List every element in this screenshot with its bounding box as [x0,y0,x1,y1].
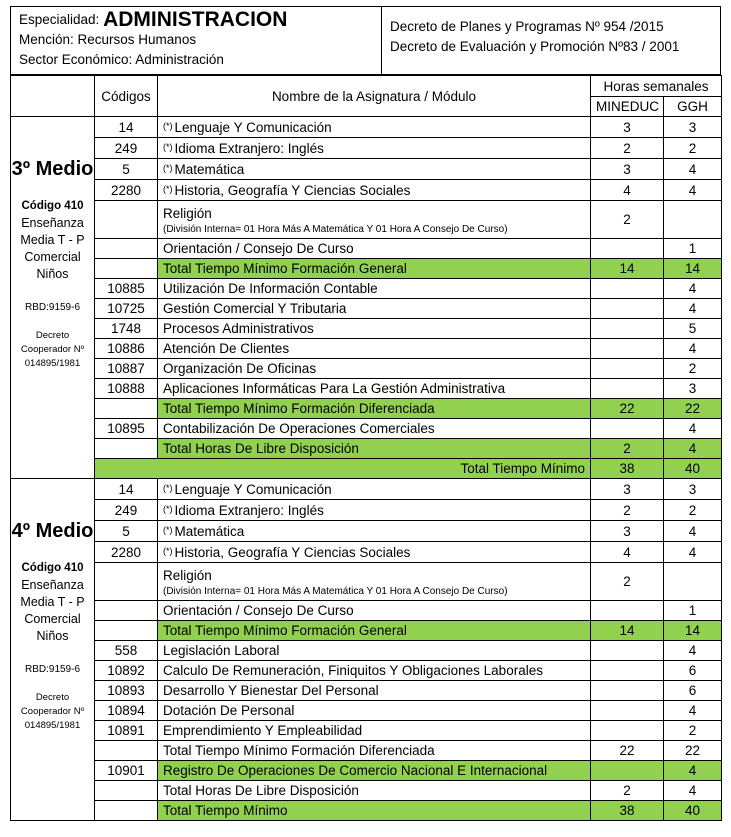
row-name-text: Atención De Clientes [163,341,290,356]
table-row [11,741,722,761]
row-name [158,239,591,259]
row-name-text: Total Tiempo Mínimo Formación General [163,623,407,638]
header-right [382,7,720,74]
table-row [11,563,722,601]
row-mineduc: 3 [591,159,664,180]
row-mineduc [591,761,664,781]
table-row [11,359,722,379]
row-name [158,781,591,801]
row-name-text: Utilización De Información Contable [163,281,378,296]
footnote-mark: (*) [163,184,173,194]
row-mineduc [591,359,664,379]
row-ggh: 4 [664,339,722,359]
decreto-evaluacion: Decreto de Evaluación y Promoción Nº83 / 2001 [390,39,680,54]
row-mineduc [591,641,664,661]
row-mineduc: 3 [591,521,664,542]
row-name-text: Matemática [174,524,245,539]
row-mineduc: 2 [591,138,664,159]
decreto-planes: Decreto de Planes y Programas Nº 954 /2015 [390,19,664,34]
footnote-mark: (*) [163,546,173,556]
row-mineduc [591,239,664,259]
row-mineduc: 22 [591,741,664,761]
row-name-text: Procesos Administrativos [163,321,314,336]
table-row [11,419,722,439]
row-name [158,339,591,359]
document-header [10,6,721,75]
row-name-text: Total Tiempo Mínimo Formación Diferenciada [163,743,435,758]
row-ggh: 4 [664,761,722,781]
row-name [158,319,591,339]
row-mineduc [591,661,664,681]
row-ggh: 4 [664,542,722,563]
row-ggh: 4 [664,641,722,661]
row-name-text: Legislación Laboral [163,643,280,658]
row-name-text: Total Tiempo Mínimo [163,803,288,818]
row-code: 249 [95,138,158,159]
row-mineduc [591,379,664,399]
row-mineduc: 3 [591,479,664,500]
row-name-text: Idioma Extranjero: Inglés [174,141,324,156]
level-title: 4º Medio [11,520,94,542]
row-code [95,259,158,279]
row-name [158,521,591,542]
row-mineduc: 38 [591,459,664,479]
row-mineduc: 2 [591,439,664,459]
row-code [95,439,158,459]
table-row [11,201,722,239]
table-row [11,180,722,201]
row-ggh [664,201,722,239]
row-name-text: Historia, Geografía Y Ciencias Sociales [174,545,411,560]
row-mineduc: 2 [591,201,664,239]
level-code: Código 410 [21,562,84,574]
row-ggh: 40 [664,459,722,479]
table-row [11,701,722,721]
especialidad-value: ADMINISTRACION [103,8,288,31]
row-name-text: Total Tiempo Mínimo Formación Diferenciada [163,401,435,416]
row-name-text: Orientación / Consejo De Curso [163,603,354,618]
row-code: 2280 [95,542,158,563]
row-ggh: 4 [664,419,722,439]
row-name [158,801,591,821]
table-row [11,159,722,180]
row-name-text: Registro De Operaciones De Comercio Nacional E Internacional [163,763,548,778]
row-name-text: Matemática [174,162,245,177]
row-code: 5 [95,521,158,542]
row-name-text: Desarrollo Y Bienestar Del Personal [163,683,379,698]
row-code [95,601,158,621]
row-code: 10888 [95,379,158,399]
row-code: 10886 [95,339,158,359]
row-mineduc: 4 [591,180,664,201]
row-name [158,299,591,319]
row-name-text: Religión [163,567,212,583]
header-ggh: GGH [664,97,722,117]
row-ggh: 2 [664,500,722,521]
row-name [158,259,591,279]
row-code: 10885 [95,279,158,299]
row-name [158,379,591,399]
row-mineduc: 2 [591,563,664,601]
row-ggh: 5 [664,319,722,339]
table-row [11,279,722,299]
level-decreto: Decreto Cooperador Nº 014895/1981 [20,692,85,731]
row-code [95,621,158,641]
level-title: 3º Medio [11,158,94,180]
row-name-text: Calculo De Remuneración, Finiquitos Y Obligaciones Laborales [163,663,543,678]
row-code [95,399,158,419]
row-name [158,439,591,459]
row-code: 249 [95,500,158,521]
row-mineduc: 2 [591,500,664,521]
row-code: 10887 [95,359,158,379]
row-mineduc [591,681,664,701]
table-row [11,459,722,479]
row-name [158,201,591,239]
row-ggh: 4 [664,701,722,721]
row-name-text: Gestión Comercial Y Tributaria [163,301,347,316]
table-row [11,138,722,159]
row-code [95,741,158,761]
table-row [11,299,722,319]
row-ggh: 14 [664,259,722,279]
row-code: 10894 [95,701,158,721]
row-code: 10891 [95,721,158,741]
row-code [95,563,158,601]
row-name [158,701,591,721]
row-name-text: Aplicaciones Informáticas Para La Gestión Administrativa [163,381,506,396]
row-mineduc [591,701,664,721]
table-row [11,761,722,781]
row-ggh: 3 [664,479,722,500]
row-name [158,419,591,439]
table-row [11,681,722,701]
header-nombre: Nombre de la Asignatura / Módulo [158,76,591,117]
row-code: 10725 [95,299,158,319]
row-ggh: 1 [664,239,722,259]
row-ggh: 3 [664,379,722,399]
row-code: 1748 [95,319,158,339]
row-code: 10893 [95,681,158,701]
row-code: 14 [95,479,158,500]
row-code: 2280 [95,180,158,201]
row-code [95,781,158,801]
row-ggh: 4 [664,781,722,801]
curriculum-table [10,75,722,821]
row-ggh: 4 [664,299,722,319]
header-left [11,7,382,74]
footnote-mark: (*) [163,525,173,535]
level-rbd: RBD:9159-6 [24,302,81,313]
row-name-text: Orientación / Consejo De Curso [163,241,354,256]
footnote-mark: (*) [163,163,173,173]
row-name [158,621,591,641]
row-ggh: 6 [664,661,722,681]
footnote-mark: (*) [163,121,173,131]
table-row [11,239,722,259]
especialidad-line [19,10,373,30]
row-name [158,741,591,761]
table-row [11,721,722,741]
row-subnote: (División Interna= 01 Hora Más A Matemática Y 01 Hora A Consejo De Curso) [163,223,508,235]
row-name [158,500,591,521]
row-code: 10895 [95,419,158,439]
row-ggh: 14 [664,621,722,641]
row-name [158,359,591,379]
row-mineduc [591,339,664,359]
row-name-text: Lenguaje Y Comunicación [174,120,332,135]
table-row [11,500,722,521]
table-row [11,319,722,339]
header-mineduc: MINEDUC [591,97,664,117]
row-name-text: Dotación De Personal [163,703,295,718]
header-horas: Horas semanales [591,76,722,97]
footnote-mark: (*) [163,504,173,514]
row-name [158,563,591,601]
level-rbd: RBD:9159-6 [24,664,81,675]
table-row [11,661,722,681]
row-mineduc: 14 [591,259,664,279]
row-name [158,279,591,299]
level-description: Enseñanza Media T - P Comercial Niños [20,216,85,281]
row-name-text: Emprendimiento Y Empleabilidad [163,723,363,738]
mencion-line: Mención: Recursos Humanos [19,32,197,47]
row-name-text: Organización De Oficinas [163,361,317,376]
sector-line: Sector Económico: Administración [19,52,224,67]
row-name [158,761,591,781]
row-name [158,641,591,661]
row-name-text: Total Horas De Libre Disposición [163,441,359,456]
row-code [95,201,158,239]
row-mineduc [591,279,664,299]
table-row [11,259,722,279]
row-mineduc [591,419,664,439]
row-name [158,721,591,741]
table-row [11,339,722,359]
row-name [158,180,591,201]
table-row [11,521,722,542]
row-ggh: 4 [664,521,722,542]
row-name [158,117,591,138]
row-code: 14 [95,117,158,138]
row-ggh: 2 [664,138,722,159]
row-name-text: Historia, Geografía Y Ciencias Sociales [174,183,411,198]
level-description: Enseñanza Media T - P Comercial Niños [20,578,85,643]
row-mineduc: 38 [591,801,664,821]
row-name-text: Contabilización De Operaciones Comerciales [163,421,435,436]
especialidad-label: Especialidad: [19,12,100,27]
row-name-text: Idioma Extranjero: Inglés [174,503,324,518]
table-row [11,439,722,459]
row-name-text: Total Tiempo Mínimo Formación General [163,261,407,276]
row-mineduc: 4 [591,542,664,563]
table-row [11,399,722,419]
row-name [158,601,591,621]
level-block [11,479,95,821]
row-subnote: (División Interna= 01 Hora Más A Matemática Y 01 Hora A Consejo De Curso) [163,585,508,597]
row-mineduc [591,299,664,319]
row-ggh: 6 [664,681,722,701]
row-name [158,399,591,419]
header-blank [11,76,95,117]
row-code [95,801,158,821]
row-mineduc [591,721,664,741]
level-decreto: Decreto Cooperador Nº 014895/1981 [20,330,85,369]
table-row [11,117,722,138]
row-name-text: Lenguaje Y Comunicación [174,482,332,497]
table-row [11,479,722,500]
row-ggh: 1 [664,601,722,621]
row-code [95,239,158,259]
row-ggh: 22 [664,741,722,761]
level-code: Código 410 [21,200,84,212]
row-mineduc [591,601,664,621]
table-row [11,379,722,399]
row-ggh: 2 [664,721,722,741]
table-row [11,601,722,621]
row-code: 10901 [95,761,158,781]
row-code: 10892 [95,661,158,681]
row-name [158,681,591,701]
row-name [158,138,591,159]
row-code: 558 [95,641,158,661]
row-name [158,479,591,500]
row-ggh: 4 [664,439,722,459]
footnote-mark: (*) [163,483,173,493]
table-row [11,801,722,821]
row-ggh: 4 [664,180,722,201]
header-codigos: Códigos [95,76,158,117]
footnote-mark: (*) [163,142,173,152]
table-row [11,641,722,661]
header-row [11,76,722,97]
table-row [11,781,722,801]
row-mineduc: 2 [591,781,664,801]
row-ggh: 4 [664,159,722,180]
row-mineduc: 22 [591,399,664,419]
row-ggh: 2 [664,359,722,379]
row-ggh [664,563,722,601]
row-ggh: 22 [664,399,722,419]
row-name-text: Religión [163,205,212,221]
row-name [158,542,591,563]
row-name-text: Total Horas De Libre Disposición [163,783,359,798]
row-mineduc: 14 [591,621,664,641]
row-mineduc: 3 [591,117,664,138]
row-code: 5 [95,159,158,180]
table-row [11,542,722,563]
level-block [11,117,95,479]
total-label: Total Tiempo Mínimo [95,459,591,479]
table-row [11,621,722,641]
row-name [158,159,591,180]
row-mineduc [591,319,664,339]
row-name [158,661,591,681]
row-ggh: 4 [664,279,722,299]
row-ggh: 3 [664,117,722,138]
row-ggh: 40 [664,801,722,821]
